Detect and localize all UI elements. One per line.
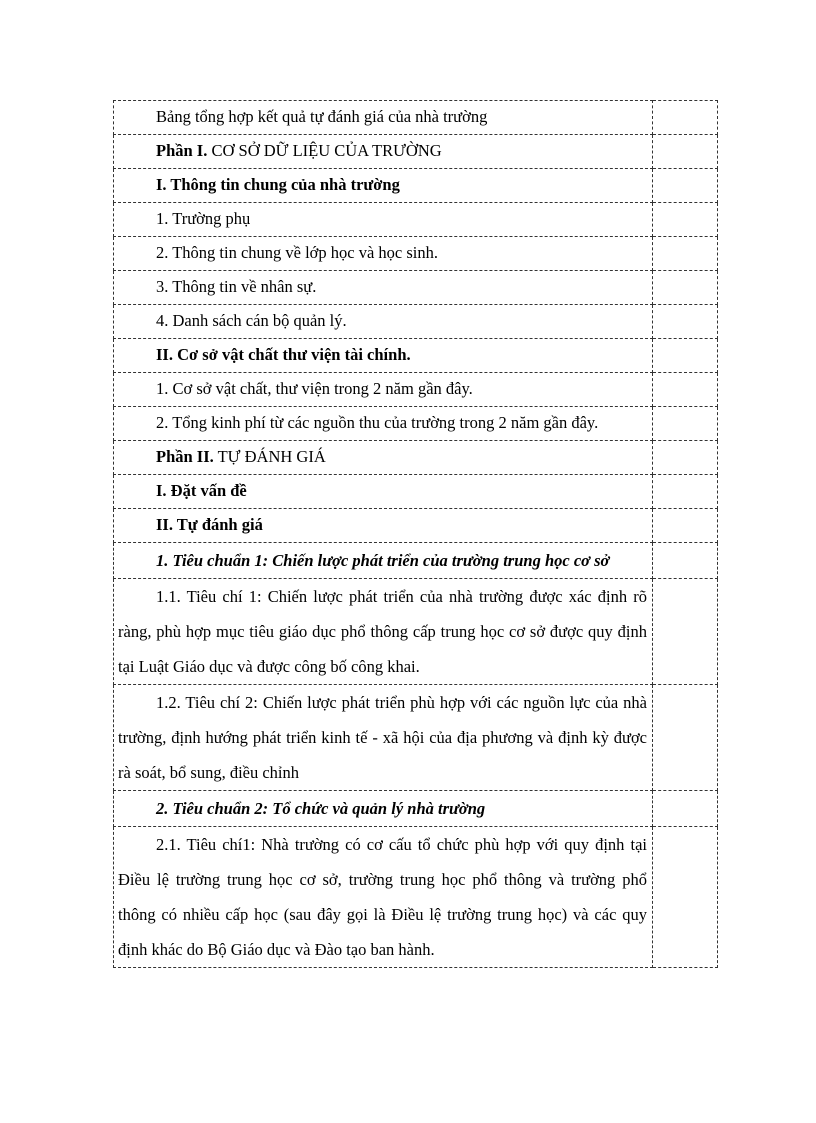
page-cell [653, 827, 718, 968]
page-cell [653, 791, 718, 827]
table-row [114, 441, 718, 475]
page-cell [653, 685, 718, 791]
page-cell [653, 169, 718, 203]
table-row [114, 305, 718, 339]
page-cell [653, 101, 718, 135]
toc-body [114, 101, 718, 968]
section-label: Phần I. [156, 141, 208, 160]
row-text: 2. Tiêu chuẩn 2: Tổ chức và quản lý nhà trường [156, 799, 486, 818]
page-cell [653, 373, 718, 407]
row-text: 4. Danh sách cán bộ quản lý. [156, 311, 347, 330]
section-label: Phần II. [156, 447, 214, 466]
row-text: 3. Thông tin về nhân sự. [156, 277, 317, 296]
table-row [114, 237, 718, 271]
table-row [114, 407, 718, 441]
row-text: 2. Thông tin chung về lớp học và học sinh. [156, 243, 439, 262]
page-cell [653, 509, 718, 543]
row-text: 1. Cơ sở vật chất, thư viện trong 2 năm gần đây. [156, 379, 473, 398]
content-cell [114, 441, 653, 475]
page-cell [653, 135, 718, 169]
table-row [114, 271, 718, 305]
table-row [114, 475, 718, 509]
table-row [114, 543, 718, 579]
page-cell [653, 203, 718, 237]
row-text: II. Tự đánh giá [156, 515, 263, 534]
content-cell [114, 305, 653, 339]
table-row [114, 685, 718, 791]
content-cell [114, 827, 653, 968]
page-cell [653, 543, 718, 579]
section-title: CƠ SỞ DỮ LIỆU CỦA TRƯỜNG [207, 141, 442, 160]
content-cell [114, 509, 653, 543]
table-row [114, 579, 718, 685]
row-text: 1.2. Tiêu chí 2: Chiến lược phát triển phù hợp với các nguồn lực của nhà trường, định hướng phát triển kinh tế - xã hội của địa phương và định kỳ được rà soát, bổ sung, điều chỉnh [118, 693, 647, 782]
table-row [114, 791, 718, 827]
row-text: 1.1. Tiêu chí 1: Chiến lược phát triển của nhà trường được xác định rõ ràng, phù hợp mục tiêu giáo dục phổ thông cấp trung học cơ sở được quy định tại Luật Giáo dục và được công bố công khai. [118, 587, 647, 676]
content-cell [114, 543, 653, 579]
page-cell [653, 237, 718, 271]
content-cell [114, 203, 653, 237]
page-cell [653, 271, 718, 305]
content-cell [114, 373, 653, 407]
content-cell [114, 791, 653, 827]
content-cell [114, 579, 653, 685]
row-text: 1. Tiêu chuẩn 1: Chiến lược phát triển của trường trung học cơ sở [156, 551, 610, 570]
page-cell [653, 407, 718, 441]
table-row [114, 101, 718, 135]
content-cell [114, 169, 653, 203]
page-cell [653, 305, 718, 339]
page-cell [653, 441, 718, 475]
table-row [114, 203, 718, 237]
row-text: I. Thông tin chung của nhà trường [156, 175, 400, 194]
table-row [114, 135, 718, 169]
content-cell [114, 237, 653, 271]
content-cell [114, 685, 653, 791]
content-cell [114, 407, 653, 441]
section-title: TỰ ĐÁNH GIÁ [213, 447, 326, 466]
content-cell [114, 135, 653, 169]
table-row [114, 339, 718, 373]
content-cell [114, 271, 653, 305]
row-text: Bảng tổng hợp kết quả tự đánh giá của nhà trường [156, 107, 488, 126]
table-row [114, 373, 718, 407]
page-cell [653, 339, 718, 373]
content-cell [114, 475, 653, 509]
row-text: 2.1. Tiêu chí1: Nhà trường có cơ cấu tổ chức phù hợp với quy định tại Điều lệ trường trung học cơ sở, trường trung học phổ thông và trường phổ thông có nhiều cấp học (sau đây gọi là Điều lệ trường trung học) và các quy định khác do Bộ Giáo dục và Đào tạo ban hành. [118, 835, 647, 959]
row-text: II. Cơ sở vật chất thư viện tài chính. [156, 345, 411, 364]
content-cell [114, 339, 653, 373]
page-cell [653, 579, 718, 685]
table-row [114, 827, 718, 968]
row-text [114, 441, 652, 474]
content-cell [114, 101, 653, 135]
row-text: 2. Tổng kinh phí từ các nguồn thu của trường trong 2 năm gần đây. [156, 413, 599, 432]
row-text: 1. Trường phụ [156, 209, 251, 228]
table-row [114, 509, 718, 543]
row-text: I. Đặt vấn đề [156, 481, 247, 500]
row-text [114, 135, 652, 168]
toc-table [113, 100, 718, 968]
page-cell [653, 475, 718, 509]
table-row [114, 169, 718, 203]
